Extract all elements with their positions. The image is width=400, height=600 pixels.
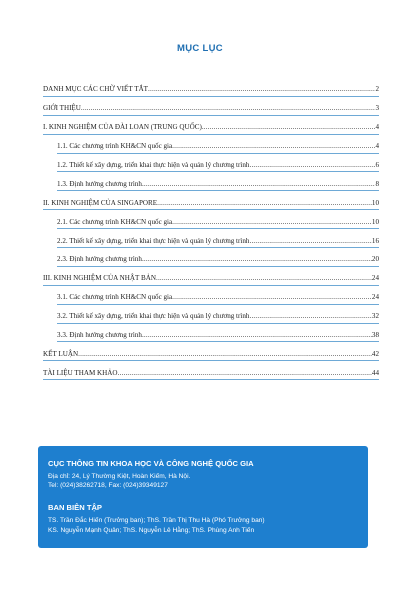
toc-leader-dots — [142, 331, 372, 342]
toc-page-number: 4 — [375, 123, 379, 132]
toc-entry[interactable] — [43, 342, 379, 361]
toc-page-number: 2 — [375, 85, 379, 94]
toc-leader-dots — [249, 237, 371, 248]
toc-entry-label: III. KINH NGHIỆM CỦA NHẬT BẢN — [43, 274, 156, 283]
toc-leader-dots — [142, 180, 376, 191]
editorial-board-title: BAN BIÊN TẬP — [48, 503, 103, 512]
toc-leader-dots — [118, 369, 372, 380]
toc-entry[interactable] — [57, 286, 379, 305]
toc-leader-dots — [157, 199, 372, 210]
toc-leader-dots — [249, 161, 375, 172]
toc-entry-label: DANH MỤC CÁC CHỮ VIẾT TẮT — [43, 85, 149, 94]
toc-entry-label: GIỚI THIỆU — [43, 104, 81, 113]
toc-entry[interactable] — [57, 154, 379, 173]
toc-page-number: 6 — [375, 160, 379, 169]
table-of-contents — [43, 78, 379, 380]
toc-leader-dots — [172, 218, 372, 229]
phone-line: Tel: (024)38262718, Fax: (024)39349127 — [48, 482, 168, 489]
toc-page-number: 20 — [371, 255, 379, 264]
toc-entry-label: 2.2. Thiết kế xây dựng, triển khai thực hiện và quản lý chương trình — [57, 236, 250, 245]
toc-entry-label: TÀI LIỆU THAM KHẢO — [43, 368, 118, 377]
toc-page-number: 3 — [375, 104, 379, 113]
toc-entry[interactable] — [43, 267, 379, 286]
toc-entry[interactable] — [57, 248, 379, 267]
toc-entry-label: 3.3. Định hướng chương trình — [57, 330, 142, 339]
toc-entry[interactable] — [43, 78, 379, 97]
page-title: MỤC LỤC — [177, 43, 223, 54]
toc-page-number: 42 — [371, 349, 379, 358]
toc-page-number: 44 — [371, 368, 379, 377]
toc-leader-dots — [249, 312, 371, 323]
toc-entry[interactable] — [57, 210, 379, 229]
toc-entry-label: 3.2. Thiết kế xây dựng, triển khai thực hiện và quản lý chương trình — [57, 312, 250, 321]
toc-page-number: 8 — [375, 179, 379, 188]
editorial-board-line: TS. Trần Đắc Hiến (Trưởng ban); ThS. Trần Thị Thu Hà (Phó Trưởng ban) — [48, 517, 265, 524]
toc-page-number: 10 — [371, 217, 379, 226]
toc-page-number: 32 — [371, 312, 379, 321]
toc-leader-dots — [172, 293, 372, 304]
toc-page-number: 38 — [371, 330, 379, 339]
organization-name: CỤC THÔNG TIN KHOA HỌC VÀ CÔNG NGHỆ QUỐC GIA — [48, 459, 254, 468]
toc-leader-dots — [202, 123, 376, 134]
toc-leader-dots — [148, 85, 375, 96]
toc-page-number: 24 — [371, 293, 379, 302]
toc-page-number: 16 — [371, 236, 379, 245]
toc-entry-label: 2.1. Các chương trình KH&CN quốc gia — [57, 217, 173, 226]
toc-page-number: 10 — [371, 198, 379, 207]
toc-leader-dots — [172, 142, 375, 153]
toc-entry[interactable] — [43, 361, 379, 380]
toc-entry[interactable] — [43, 116, 379, 135]
contact-info — [48, 472, 190, 490]
toc-entry-label: 1.2. Thiết kế xây dựng, triển khai thực hiện và quản lý chương trình — [57, 160, 250, 169]
toc-page-number: 24 — [371, 274, 379, 283]
address-line: Địa chỉ: 24, Lý Thường Kiệt, Hoàn Kiếm, Hà Nội. — [48, 473, 191, 480]
editorial-board-line: KS. Nguyễn Mạnh Quân; ThS. Nguyễn Lê Hằng; ThS. Phùng Anh Tiến — [48, 527, 255, 534]
toc-entry-label: 1.3. Định hướng chương trình — [57, 179, 142, 188]
toc-entry-label: 3.1. Các chương trình KH&CN quốc gia — [57, 293, 173, 302]
toc-entry-label: 2.3. Định hướng chương trình — [57, 255, 142, 264]
toc-entry[interactable] — [57, 135, 379, 154]
toc-entry[interactable] — [43, 97, 379, 116]
toc-entry-label: II. KINH NGHIỆM CỦA SINGAPORE — [43, 198, 158, 207]
toc-entry[interactable] — [57, 229, 379, 248]
toc-leader-dots — [142, 255, 372, 266]
toc-entry[interactable] — [57, 172, 379, 191]
toc-leader-dots — [78, 350, 372, 361]
toc-entry-label: 1.1. Các chương trình KH&CN quốc gia — [57, 142, 173, 151]
toc-leader-dots — [156, 274, 372, 285]
publisher-info-box — [38, 446, 368, 548]
toc-entry[interactable] — [57, 305, 379, 324]
toc-page-number: 4 — [375, 142, 379, 151]
toc-entry-label: I. KINH NGHIỆM CỦA ĐÀI LOAN (TRUNG QUỐC) — [43, 123, 202, 132]
toc-entry[interactable] — [57, 324, 379, 343]
toc-leader-dots — [81, 104, 376, 115]
toc-entry[interactable] — [43, 191, 379, 210]
toc-entry-label: KẾT LUẬN — [43, 349, 79, 358]
